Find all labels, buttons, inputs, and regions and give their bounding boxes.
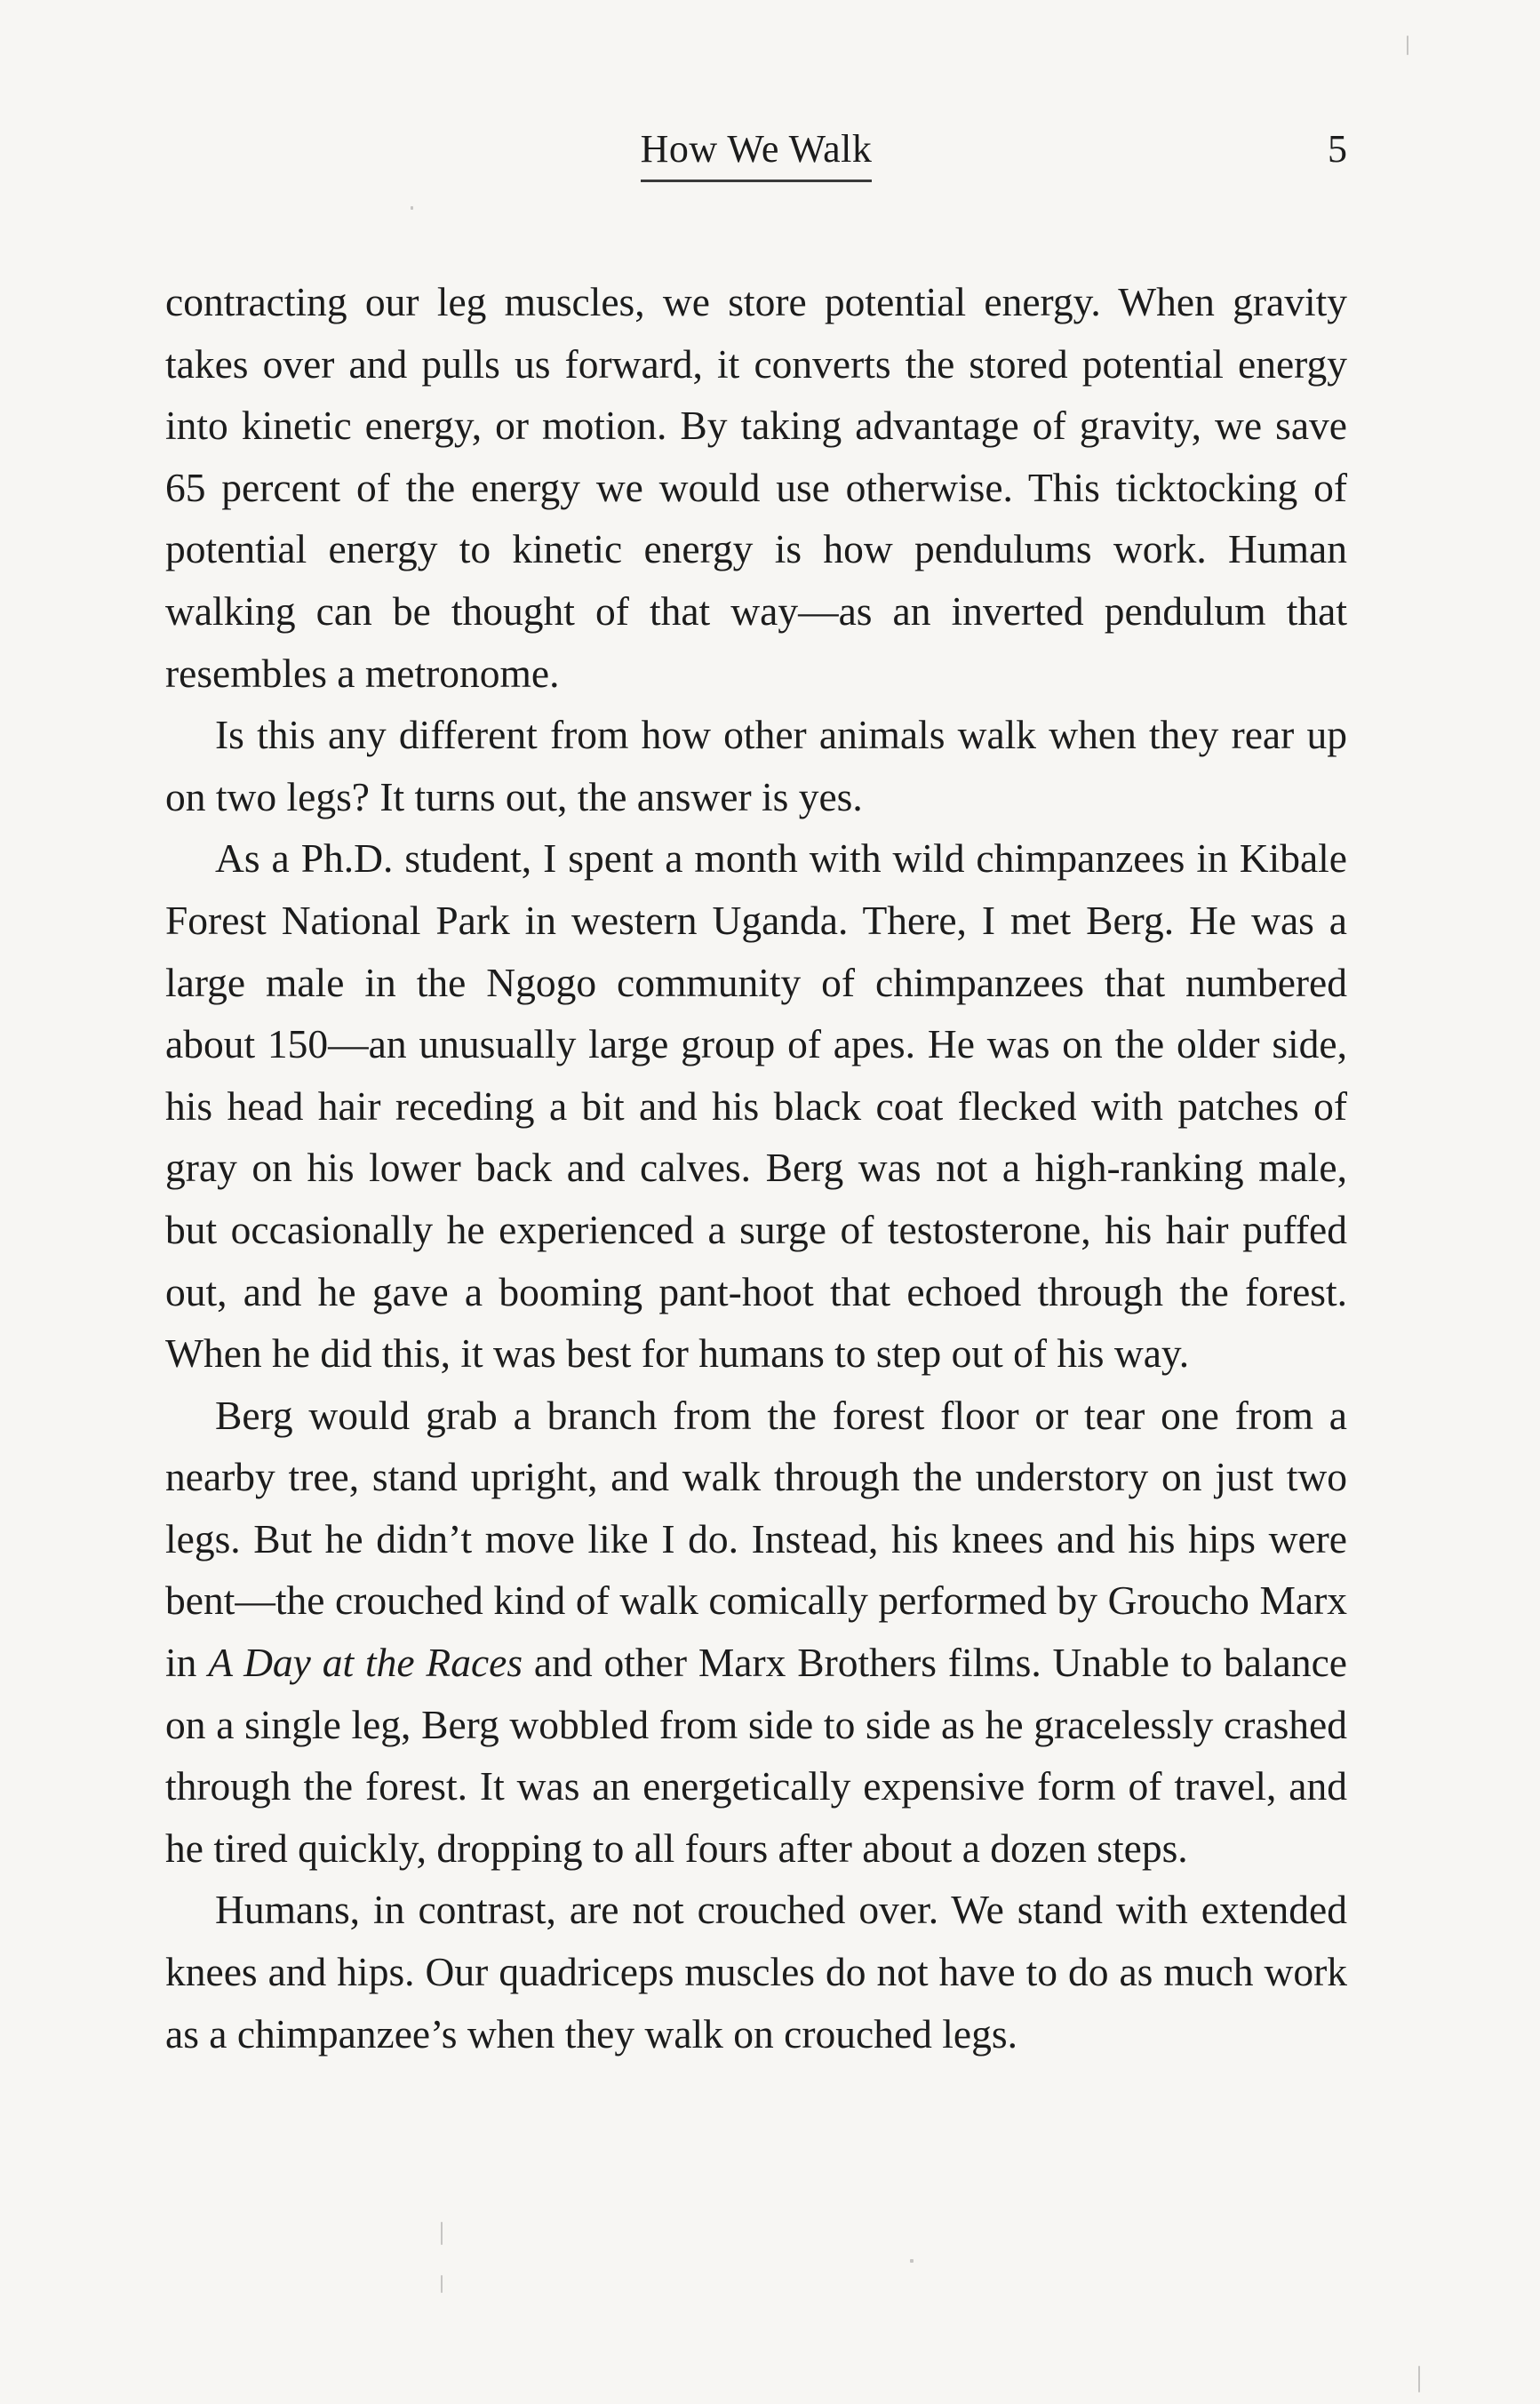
paper-speck <box>441 2222 443 2245</box>
running-title-text: How We Walk <box>641 123 873 182</box>
paragraph-2: Is this any different from how other animals walk when they rear up on two legs? It turns out, the answer is yes. <box>165 712 1347 819</box>
paragraph-3: As a Ph.D. student, I spent a month with wild chimpanzees in Kibale Forest National Park in western Uganda. There, I met Berg. He was a large male in the Ngogo community of chimpanzees that numbered about 150—an unusually large group of apes. He was on the older side, his head hair receding a bit and his black coat flecked with patches of gray on his lower back and calves. Berg was not a high-ranking male, but occasionally he experienced a surge of testosterone, his hair puffed out, and he gave a booming pant-hoot that echoed through the forest. When he did this, it was best for humans to step out of his way. <box>165 835 1347 1377</box>
page-header <box>165 123 1347 194</box>
film-title: A Day at the Races <box>208 1640 523 1686</box>
paragraph-1: contracting our leg muscles, we store potential energy. When gravity takes over and pulls us forward, it converts the stored potential energy into kinetic energy, or motion. By taking advantage of gravity, we save 65 percent of the energy we would use otherwise. This ticktocking of potential energy to kinetic energy is how pendulums work. Human walking can be thought of that way—as an inverted pendulum that resembles a metronome. <box>165 279 1347 696</box>
body-text <box>165 271 1347 2065</box>
paragraph-5: Humans, in contrast, are not crouched over. We stand with extended knees and hips. Our quadriceps muscles do not have to do as much work as a chimpanzee’s when they walk on crouched legs. <box>165 1887 1347 2057</box>
paragraph-4-text-before: Berg would grab a branch from the forest floor or tear one from a nearby tree, stand upright, and walk through the understory on just two legs. But he didn’t move like I do. Instead, his knees and his hips were bent—the crouched kind of walk comically performed by Groucho Marx in <box>165 1392 1347 1686</box>
paper-speck <box>1418 2366 1420 2392</box>
paragraph-4 <box>165 1385 1347 1880</box>
paper-speck <box>411 206 413 210</box>
paragraph-4-text-after: and other Marx Brothers films. Unable to balance on a single leg, Berg wobbled from side to side as he gracelessly crashed through the forest. It was an energetically expensive form of travel, and he tired quickly, dropping to all fours after about a dozen steps. <box>165 1640 1347 1871</box>
running-title <box>165 123 1347 182</box>
page-number: 5 <box>1328 127 1347 171</box>
paper-speck <box>910 2259 914 2263</box>
paper-speck <box>1407 36 1408 55</box>
paper-speck <box>441 2275 443 2293</box>
